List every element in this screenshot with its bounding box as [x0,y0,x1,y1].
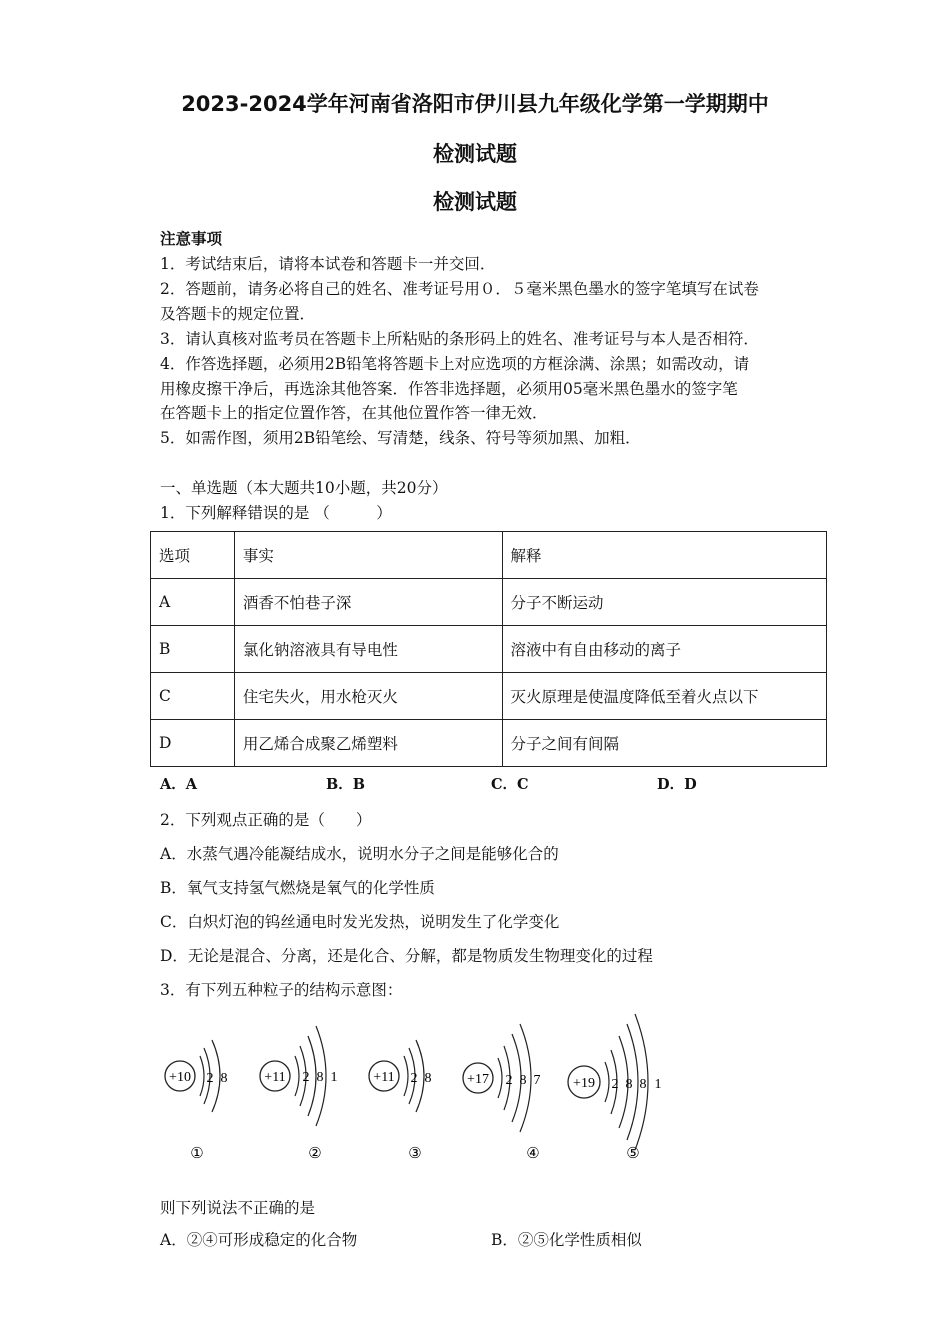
particle-label: ② [308,1146,322,1162]
q3-option-a[interactable]: A．②④可形成稳定的化合物 [160,1231,358,1249]
notice-line: 3．请认真核对监考员在答题卡上所粘贴的条形码上的姓名、准考证号与本人是否相符． [160,330,759,348]
table-header-cell: 选项 [151,532,235,579]
table-cell: 用乙烯合成聚乙烯塑料 [234,720,502,767]
shell-electrons: 1 [654,1077,662,1092]
particle-1 [165,1040,228,1162]
shell-electrons: 7 [533,1073,541,1088]
particle-3 [369,1040,432,1162]
table-cell: 酒香不怕巷子深 [234,579,502,626]
q2-option-a[interactable]: A．水蒸气遇冷能凝结成水，说明水分子之间是能够化合的 [160,845,559,863]
shell-electrons: 2 [206,1071,214,1086]
particle-label: ③ [408,1146,422,1162]
table-cell: 分子之间有间隔 [502,720,826,767]
notice-line: 4．作答选择题，必须用2B铅笔将答题卡上对应选项的方框涂满、涂黑；如需改动，请 [160,355,750,373]
shell-electrons: 1 [330,1070,338,1085]
table-header-row [151,532,827,579]
nucleus-label: +17 [467,1072,489,1087]
q1-option-b[interactable]: B．B [326,776,366,793]
particle-5 [568,1014,662,1162]
shell-electrons: 8 [316,1070,324,1085]
table-cell: D [151,720,235,767]
q1-option-c[interactable]: C．C [491,776,529,793]
q1-table [150,531,827,767]
table-cell: C [151,673,235,720]
q1-stem: 1．下列解释错误的是 （ ） [160,504,392,522]
nucleus-label: +19 [573,1076,595,1091]
notice-line: 在答题卡上的指定位置作答，在其他位置作答一律无效． [160,404,548,422]
q1-option-d[interactable]: D．D [657,776,697,793]
shell-electrons: 8 [220,1071,228,1086]
particle-label: ⑤ [626,1146,640,1162]
q2-option-b[interactable]: B．氧气支持氢气燃烧是氧气的化学性质 [160,879,435,897]
table-row [151,673,827,720]
nucleus-label: +10 [169,1070,191,1085]
particle-2 [260,1026,338,1162]
table-header-cell: 事实 [234,532,502,579]
q3-stem: 3．有下列五种粒子的结构示意图： [160,981,403,999]
nucleus-label: +11 [264,1070,286,1085]
q3-question: 则下列说法不正确的是 [160,1199,316,1217]
particle-label: ④ [526,1146,540,1162]
particle-4 [463,1024,541,1162]
notice-line: 5．如需作图，须用2B铅笔绘、写清楚，线条、符号等须加黑、加粗． [160,429,641,447]
table-row [151,579,827,626]
table-row [151,626,827,673]
shell-electrons: 8 [519,1073,527,1088]
title-line-3: 检测试题 [433,190,517,214]
table-cell: A [151,579,235,626]
title-line-2: 检测试题 [433,142,517,166]
shell-electrons: 8 [639,1077,647,1092]
notice-heading: 注意事项 [160,229,223,248]
q1-option-a[interactable]: A．A [160,776,198,793]
table-cell: 氯化钠溶液具有导电性 [234,626,502,673]
particle-label: ① [190,1146,204,1162]
q2-option-c[interactable]: C．白炽灯泡的钨丝通电时发光发热，说明发生了化学变化 [160,913,560,931]
notice-line: 2．答题前，请务必将自己的姓名、准考证号用０．５毫米黑色墨水的签字笔填写在试卷 [160,280,759,298]
q2-option-d[interactable]: D．无论是混合、分离，还是化合、分解，都是物质发生物理变化的过程 [160,947,653,965]
notice-line: 1．考试结束后，请将本试卷和答题卡一并交回． [160,255,496,273]
shell-electrons: 8 [424,1071,432,1086]
q2-stem: 2．下列观点正确的是（ ） [160,811,372,829]
notice-line: 及答题卡的规定位置． [160,305,316,323]
shell-electrons: 2 [410,1071,418,1086]
table-cell: B [151,626,235,673]
table-cell: 灭火原理是使温度降低至着火点以下 [502,673,826,720]
q3-option-b[interactable]: B．②⑤化学性质相似 [491,1231,642,1249]
notice-line: 用橡皮擦干净后，再选涂其他答案．作答非选择题，必须用05毫米黑色墨水的签字笔 [160,380,738,398]
table-cell: 住宅失火，用水枪灭火 [234,673,502,720]
nucleus-label: +11 [373,1070,395,1085]
table-cell: 分子不断运动 [502,579,826,626]
table-header-cell: 解释 [502,532,826,579]
shell-electrons: 2 [505,1073,513,1088]
section-heading: 一、单选题（本大题共10小题，共20分） [160,479,448,497]
shell-electrons: 8 [625,1077,633,1092]
table-row [151,720,827,767]
particle-diagrams [150,1010,680,1170]
table-cell: 溶液中有自由移动的离子 [502,626,826,673]
shell-electrons: 2 [611,1077,619,1092]
title-line-1: 2023-2024学年河南省洛阳市伊川县九年级化学第一学期期中 [181,92,769,116]
shell-electrons: 2 [302,1070,310,1085]
